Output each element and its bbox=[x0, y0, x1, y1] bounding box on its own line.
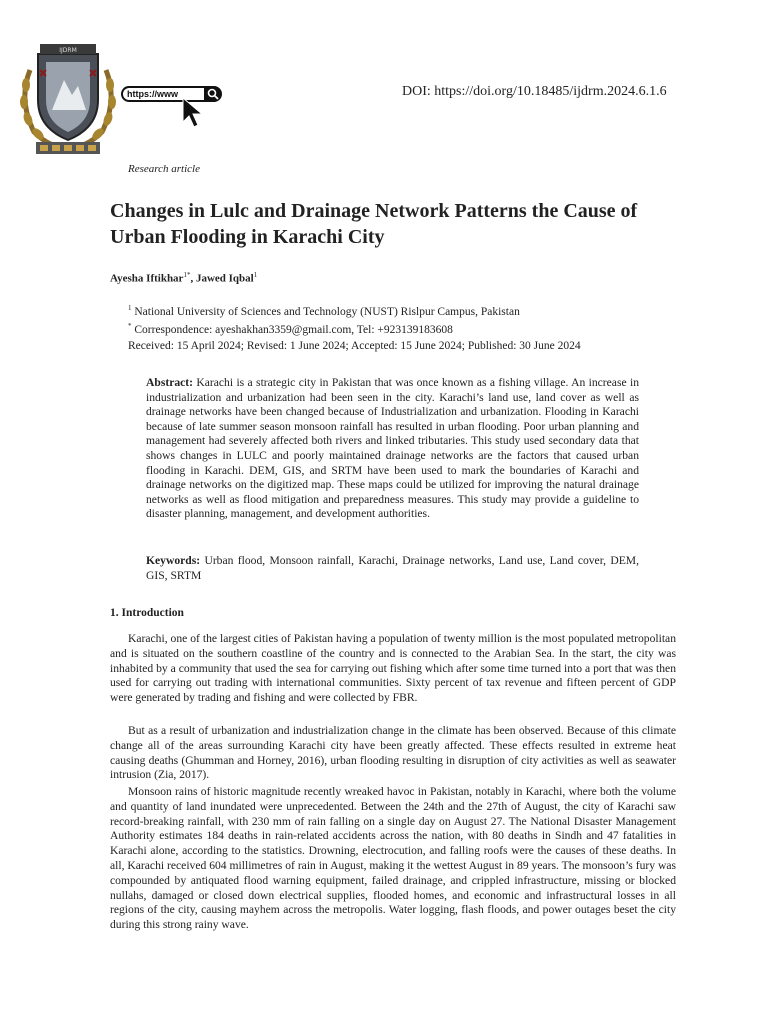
author-name: Jawed Iqbal bbox=[195, 272, 254, 285]
section-heading: 1. Introduction bbox=[110, 607, 184, 619]
author-affiliation-mark: 1 bbox=[253, 271, 258, 279]
journal-logo bbox=[16, 40, 120, 156]
cursor-arrow-icon bbox=[181, 96, 207, 130]
doi-link[interactable]: DOI: https://doi.org/10.18485/ijdrm.2024.6.1.6 bbox=[402, 84, 667, 99]
correspondence-mark: * bbox=[128, 322, 132, 330]
url-bar-text: https://www bbox=[127, 89, 178, 99]
keywords-label: Keywords: bbox=[146, 554, 201, 567]
author-name: Ayesha Iftikhar bbox=[110, 272, 184, 285]
logo-text: IJDRM bbox=[59, 47, 77, 54]
affiliation bbox=[128, 304, 520, 318]
body-paragraph: Karachi, one of the largest cities of Pakistan having a population of twenty million is the most populated metropolitan and is situated on the southern coastline of the country and is connected to the Arabian Sea. In the start, the city was inhabited by a community that used the sea for carrying out fishing which after some time turned into a port that was then used for carrying out trading with international communities. Sixty percent of tax revenue and fifteen percent of GDP were generated by trading and fishing and were collected by FBR. bbox=[110, 632, 676, 705]
affiliation-mark: 1 bbox=[128, 304, 132, 312]
correspondence bbox=[128, 322, 453, 336]
author-separator: , bbox=[190, 272, 196, 285]
keywords-text: Urban flood, Monsoon rainfall, Karachi, Drainage networks, Land use, Land cover, DEM, GIS, SRTM bbox=[146, 554, 639, 582]
author-affiliation-mark: 1* bbox=[183, 271, 191, 279]
body-paragraph: But as a result of urbanization and industrialization change in the climate has been observed. Because of this climate change all of the areas surrounding Karachi city have been greatly affected. These effects resulted in extreme heat causing deaths (Ghumman and Horney, 2016), urban flooding resulting in disruption of city activities as well as seawater intrusion (Zia, 2017). bbox=[110, 724, 676, 782]
abstract-label: Abstract: bbox=[146, 376, 194, 389]
correspondence-text[interactable]: Correspondence: ayeshakhan3359@gmail.com, Tel: +923139183608 bbox=[134, 323, 453, 336]
article-title: Changes in Lulc and Drainage Network Patterns the Cause of Urban Flooding in Karachi City bbox=[110, 200, 638, 248]
author-list bbox=[110, 271, 257, 285]
affiliation-text: National University of Sciences and Technology (NUST) Rislpur Campus, Pakistan bbox=[134, 305, 520, 318]
abstract-text: Karachi is a strategic city in Pakistan that was once known as a fishing village. An increase in industrialization and urbanization had been seen in the city. Karachi’s land use, land cover as well as drainage networks have been changed because of Industrialization and urbanization. Flooding in Karachi because of late summer season monsoon rainfall has resulted in urban flooding. Poor urban planning and management had severely affected both rivers and linked tributaries. This study used secondary data that shows changes in LULC and poorly maintained drainage networks are the factors that caused urban flooding in Karachi. DEM, GIS, and SRTM have been used to mark the boundaries of Karachi and drainage networks on the digitized map. These maps could be utilized for improving the natural drainage networks as well as flood mitigation and preparedness measures. This study may provide a guideline to disaster planning, management, and development authorities. bbox=[146, 376, 639, 521]
body-paragraph: Monsoon rains of historic magnitude recently wreaked havoc in Pakistan, notably in Karachi, where both the volume and quantity of land inundated were unprecedented. Between the 24th and the 27th of August, the city of Karachi saw record-breaking rainfall, with 230 mm of rain falling on a single day on August 27. The National Disaster Management Authority estimates 184 deaths in rain-related accidents across the nation, with 80 deaths in Sindh and 47 fatalities in Karachi alone, according to the statistics. Drowning, electrocution, and falling roofs were the causes of these deaths. In all, Karachi received 604 millimetres of rain in August, making it the wettest August in 89 years. The monsoon’s fury was compounded by antiquated flood warning equipment, failed drainage, and crippled infrastructure, missing or blocked nullahs, damaged or closed down electrical supplies, flooded homes, and economic and infrastructural losses in all regions of the city, causing mayhem across the metropolis. Water logging, flash floods, and power outages beset the city during this strong rainy wave. bbox=[110, 785, 676, 932]
keywords bbox=[146, 554, 639, 583]
article-type: Research article bbox=[128, 163, 200, 175]
publication-dates: Received: 15 April 2024; Revised: 1 June 2024; Accepted: 15 June 2024; Published: 30 June 2024 bbox=[128, 340, 581, 352]
abstract bbox=[146, 376, 639, 522]
